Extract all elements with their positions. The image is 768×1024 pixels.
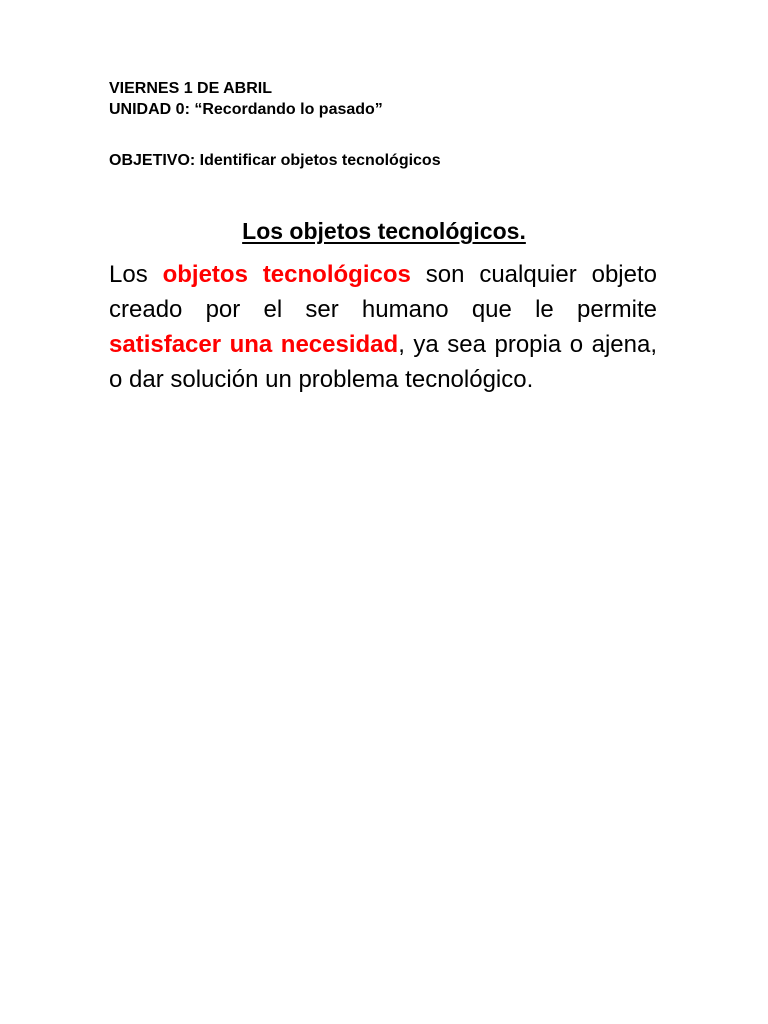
definition-paragraph <box>109 257 657 397</box>
paragraph-text-2: son cualquier objeto creado por el ser humano que le permite <box>109 261 657 323</box>
page-title: Los objetos tecnológicos. <box>242 218 526 244</box>
date-line: VIERNES 1 DE ABRIL <box>109 80 272 97</box>
highlight-satisfacer-necesidad: satisfacer una necesidad <box>109 331 399 358</box>
objective-line: OBJETIVO: Identificar objetos tecnológicos <box>109 152 441 169</box>
paragraph-text-3: , ya sea propia o ajena, o dar solución un problema tecnológico. <box>109 331 657 393</box>
paragraph-text-1: Los <box>109 261 163 288</box>
unit-line: UNIDAD 0: “Recordando lo pasado” <box>109 101 383 118</box>
document-header <box>109 78 669 120</box>
highlight-objetos-tecnologicos: objetos tecnológicos <box>162 261 411 288</box>
